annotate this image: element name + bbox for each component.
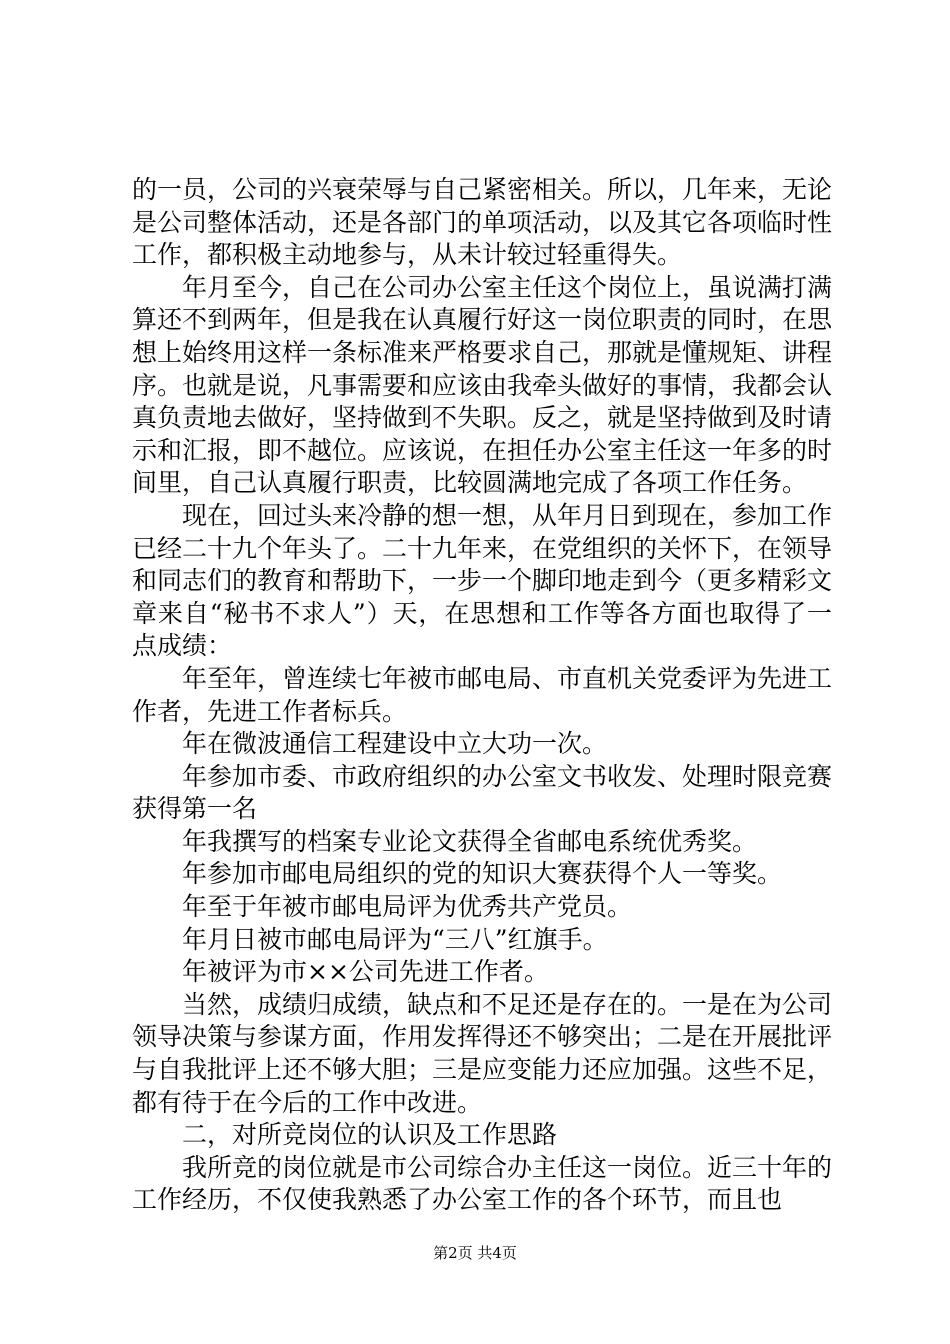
- document-body: [132, 174, 832, 1217]
- page-number-footer: 第2页 共4页: [433, 1244, 517, 1262]
- paragraph: 年在微波通信工程建设中立大功一次。: [182, 729, 608, 759]
- paragraph: 年参加市邮电局组织的党的知识大赛获得个人一等奖。: [182, 859, 783, 889]
- paragraph: 年参加市委、市政府组织的办公室文书收发、处理时限竞赛获得第一名: [132, 761, 833, 824]
- section-heading: 二，对所竞岗位的认识及工作思路: [182, 1120, 558, 1150]
- paragraph: 当然，成绩归成绩，缺点和不足还是存在的。一是在为公司领导决策与参谋方面，作用发挥得还不够突出；二是在开展批评与自我批评上还不够大胆；三是应变能力还应加强。这些不足，都有待于在今后的工作中改进。: [132, 989, 833, 1117]
- paragraph: 的一员，公司的兴衰荣辱与自己紧密相关。所以，几年来，无论是公司整体活动，还是各部门的单项活动，以及其它各项临时性工作，都积极主动地参与，从未计较过轻重得失。: [132, 175, 833, 270]
- paragraph: 年我撰写的档案专业论文获得全省邮电系统优秀奖。: [182, 826, 758, 856]
- paragraph: 年月至今，自己在公司办公室主任这个岗位上，虽说满打满算还不到两年，但是我在认真履行好这一岗位职责的同时，在思想上始终用这样一条标准来严格要求自己，那就是懂规矩、讲程序。也就是说，凡事需要和应该由我牵头做好的事情，我都会认真负责地去做好，坚持做到不失职。反之，就是坚持做到及时请示和汇报，即不越位。应该说，在担任办公室主任这一年多的时间里，自己认真履行职责，比较圆满地完成了各项工作任务。: [132, 272, 833, 498]
- paragraph: 年至于年被市邮电局评为优秀共产党员。: [182, 892, 633, 922]
- paragraph: 年至年，曾连续七年被市邮电局、市直机关党委评为先进工作者，先进工作者标兵。: [132, 663, 833, 726]
- paragraph: 现在，回过头来冷静的想一想，从年月日到现在，参加工作已经二十九个年头了。二十九年来，在党组织的关怀下，在领导和同志们的教育和帮助下，一步一个脚印地走到今（更多精彩文章来自“秘书不求人”）天，在思想和工作等各方面也取得了一点成绩：: [132, 500, 833, 661]
- paragraph: 年被评为市××公司先进工作者。: [182, 957, 549, 987]
- paragraph: 年月日被市邮电局评为“三八”红旗手。: [182, 924, 608, 954]
- paragraph: 我所竞的岗位就是市公司综合办主任这一岗位。近三十年的工作经历，不仅使我熟悉了办公室工作的各个环节，而且也: [132, 1152, 833, 1215]
